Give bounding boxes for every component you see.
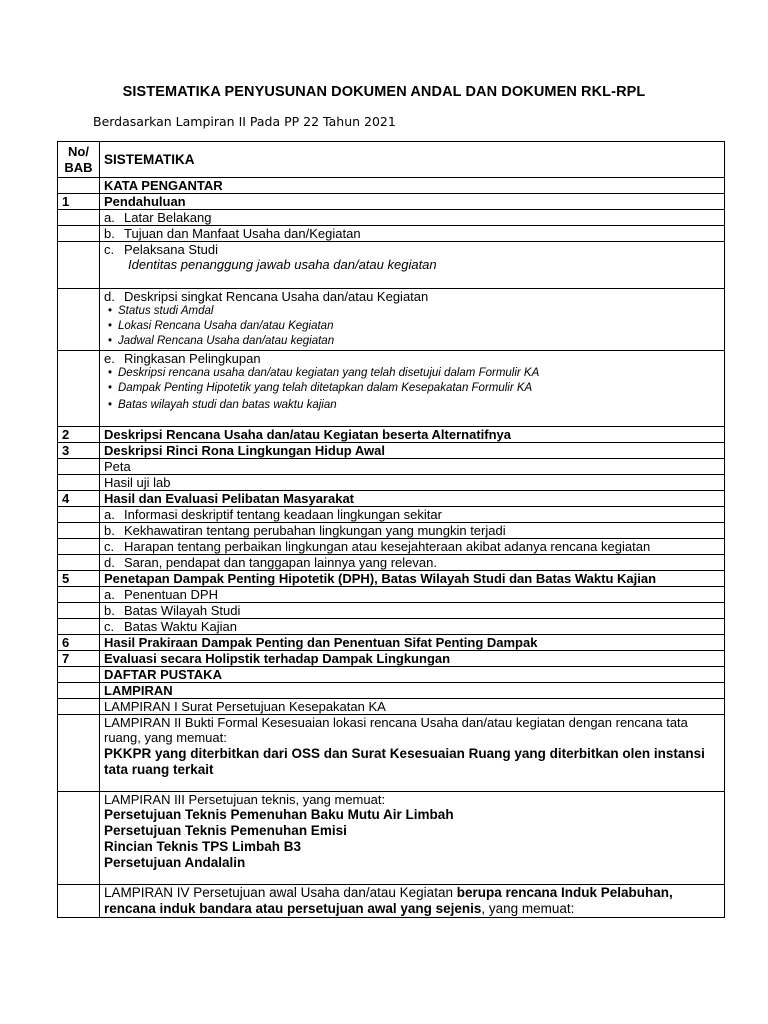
list-item: c. Harapan tentang perbaikan lingkungan atau kesejahteraan akibat adanya rencana kegiatan (100, 539, 725, 555)
table-row (58, 715, 725, 792)
table-row (58, 885, 725, 918)
bab-title: Evaluasi secara Holipstik terhadap Dampak Lingkungan (100, 651, 725, 667)
lampiran-item: LAMPIRAN I Surat Persetujuan Kesepakatan KA (100, 699, 725, 715)
bab-number: 5 (58, 571, 100, 587)
table-row (58, 242, 725, 289)
list-item: Hasil uji lab (100, 475, 725, 491)
list-item: Peta (100, 459, 725, 475)
list-item: d. Deskripsi singkat Rencana Usaha dan/atau Kegiatan • Status studi Amdal • Lokasi Rencana Usaha dan/atau Kegiatan • Jadwal Rencana Usaha dan/atau kegiatan (100, 289, 725, 351)
table-header-row (58, 142, 725, 178)
list-item: c. Batas Waktu Kajian (100, 619, 725, 635)
daftar-pustaka: DAFTAR PUSTAKA (100, 667, 725, 683)
table-row (58, 619, 725, 635)
lampiran-subitem: Rincian Teknis TPS Limbah B3 (104, 839, 302, 854)
bullet-item: • Deskripsi rencana usaha dan/atau kegiatan yang telah disetujui dalam Formulir KA (104, 366, 724, 381)
lampiran-item-bold: PKKPR yang diterbitkan dari OSS dan Surat Kesesuaian Ruang yang diterbitkan olen instansi tata ruang terkait (104, 746, 705, 777)
table-row (58, 555, 725, 571)
table-row (58, 351, 725, 427)
table-row (58, 491, 725, 507)
list-item: a. Informasi deskriptif tentang keadaan lingkungan sekitar (100, 507, 725, 523)
table-row (58, 289, 725, 351)
bab-title: Deskripsi Rinci Rona Lingkungan Hidup Awal (100, 443, 725, 459)
bab-title: Deskripsi Rencana Usaha dan/atau Kegiatan beserta Alternatifnya (100, 427, 725, 443)
table-row (58, 475, 725, 491)
bullet-item: • Batas wilayah studi dan batas waktu kajian (104, 398, 724, 413)
table-row (58, 226, 725, 242)
table-row (58, 667, 725, 683)
lampiran-subitem: Persetujuan Teknis Pemenuhan Emisi (104, 823, 347, 838)
list-item: c. Pelaksana Studi Identitas penanggung jawab usaha dan/atau kegiatan (100, 242, 725, 289)
bullet-item: • Jadwal Rencana Usaha dan/atau kegiatan (104, 334, 724, 349)
bab-number: 4 (58, 491, 100, 507)
bab-number: 3 (58, 443, 100, 459)
lampiran-item: LAMPIRAN II Bukti Formal Kesesuaian lokasi rencana Usaha dan/atau kegiatan dengan rencana tata ruang, yang memuat: PKKPR yang diterbitkan dari OSS dan Surat Kesesuaian Ruang yang diterbitkan olen instansi tata ruang terkait (100, 715, 725, 792)
table-row (58, 539, 725, 555)
lampiran-subitem: Persetujuan Andalalin (104, 855, 246, 870)
bab-title: Pendahuluan (100, 194, 725, 210)
table-row (58, 603, 725, 619)
table-row (58, 523, 725, 539)
lampiran-subitem: Persetujuan Teknis Pemenuhan Baku Mutu Air Limbah (104, 807, 454, 822)
bab-title: Hasil Prakiraan Dampak Penting dan Penentuan Sifat Penting Dampak (100, 635, 725, 651)
bab-number: 1 (58, 194, 100, 210)
table-row (58, 635, 725, 651)
list-item: a. Penentuan DPH (100, 587, 725, 603)
lampiran-item: LAMPIRAN IV Persetujuan awal Usaha dan/atau Kegiatan berupa rencana Induk Pelabuhan, rencana induk bandara atau persetujuan awal yang sejenis, yang memuat: (100, 885, 725, 918)
table-row (58, 651, 725, 667)
table-row (58, 699, 725, 715)
sistematika-table (57, 141, 725, 918)
kata-pengantar: KATA PENGANTAR (100, 178, 725, 194)
table-row (58, 194, 725, 210)
table-row (58, 459, 725, 475)
table-row (58, 507, 725, 523)
list-item-sub: Identitas penanggung jawab usaha dan/atau kegiatan (128, 257, 437, 272)
bab-number: 2 (58, 427, 100, 443)
list-item: b. Kekhawatiran tentang perubahan lingkungan yang mungkin terjadi (100, 523, 725, 539)
table-row (58, 683, 725, 699)
bab-number: 6 (58, 635, 100, 651)
list-item: d. Saran, pendapat dan tanggapan lainnya yang relevan. (100, 555, 725, 571)
table-row (58, 587, 725, 603)
table-row (58, 443, 725, 459)
table-row (58, 427, 725, 443)
bab-title: Penetapan Dampak Penting Hipotetik (DPH), Batas Wilayah Studi dan Batas Waktu Kajian (100, 571, 725, 587)
lampiran-item: LAMPIRAN III Persetujuan teknis, yang memuat: Persetujuan Teknis Pemenuhan Baku Mutu Air Limbah Persetujuan Teknis Pemenuhan Emisi Rincian Teknis TPS Limbah B3 Persetujuan Andalalin (100, 792, 725, 885)
lampiran-heading: LAMPIRAN (100, 683, 725, 699)
list-item: b. Batas Wilayah Studi (100, 603, 725, 619)
list-item: a. Latar Belakang (100, 210, 725, 226)
table-row (58, 178, 725, 194)
header-sistematika: SISTEMATIKA (100, 142, 725, 178)
list-item: b. Tujuan dan Manfaat Usaha dan/Kegiatan (100, 226, 725, 242)
table-row (58, 571, 725, 587)
table-row (58, 210, 725, 226)
bullet-item: • Lokasi Rencana Usaha dan/atau Kegiatan (104, 319, 724, 334)
bab-number: 7 (58, 651, 100, 667)
list-item: e. Ringkasan Pelingkupan • Deskripsi rencana usaha dan/atau kegiatan yang telah disetujui dalam Formulir KA • Dampak Penting Hipotetik yang telah ditetapkan dalam Kesepakatan Formulir KA • Batas wilayah studi dan batas waktu kajian (100, 351, 725, 427)
bullet-item: • Dampak Penting Hipotetik yang telah ditetapkan dalam Kesepakatan Formulir KA (104, 381, 724, 396)
document-title: SISTEMATIKA PENYUSUNAN DOKUMEN ANDAL DAN DOKUMEN RKL-RPL (122, 84, 646, 100)
document-subtitle: Berdasarkan Lampiran II Pada PP 22 Tahun 2021 (93, 114, 396, 129)
header-no-bab: No/ BAB (58, 142, 100, 178)
table-row (58, 792, 725, 885)
bullet-item: • Status studi Amdal (104, 304, 724, 319)
bab-title: Hasil dan Evaluasi Pelibatan Masyarakat (100, 491, 725, 507)
